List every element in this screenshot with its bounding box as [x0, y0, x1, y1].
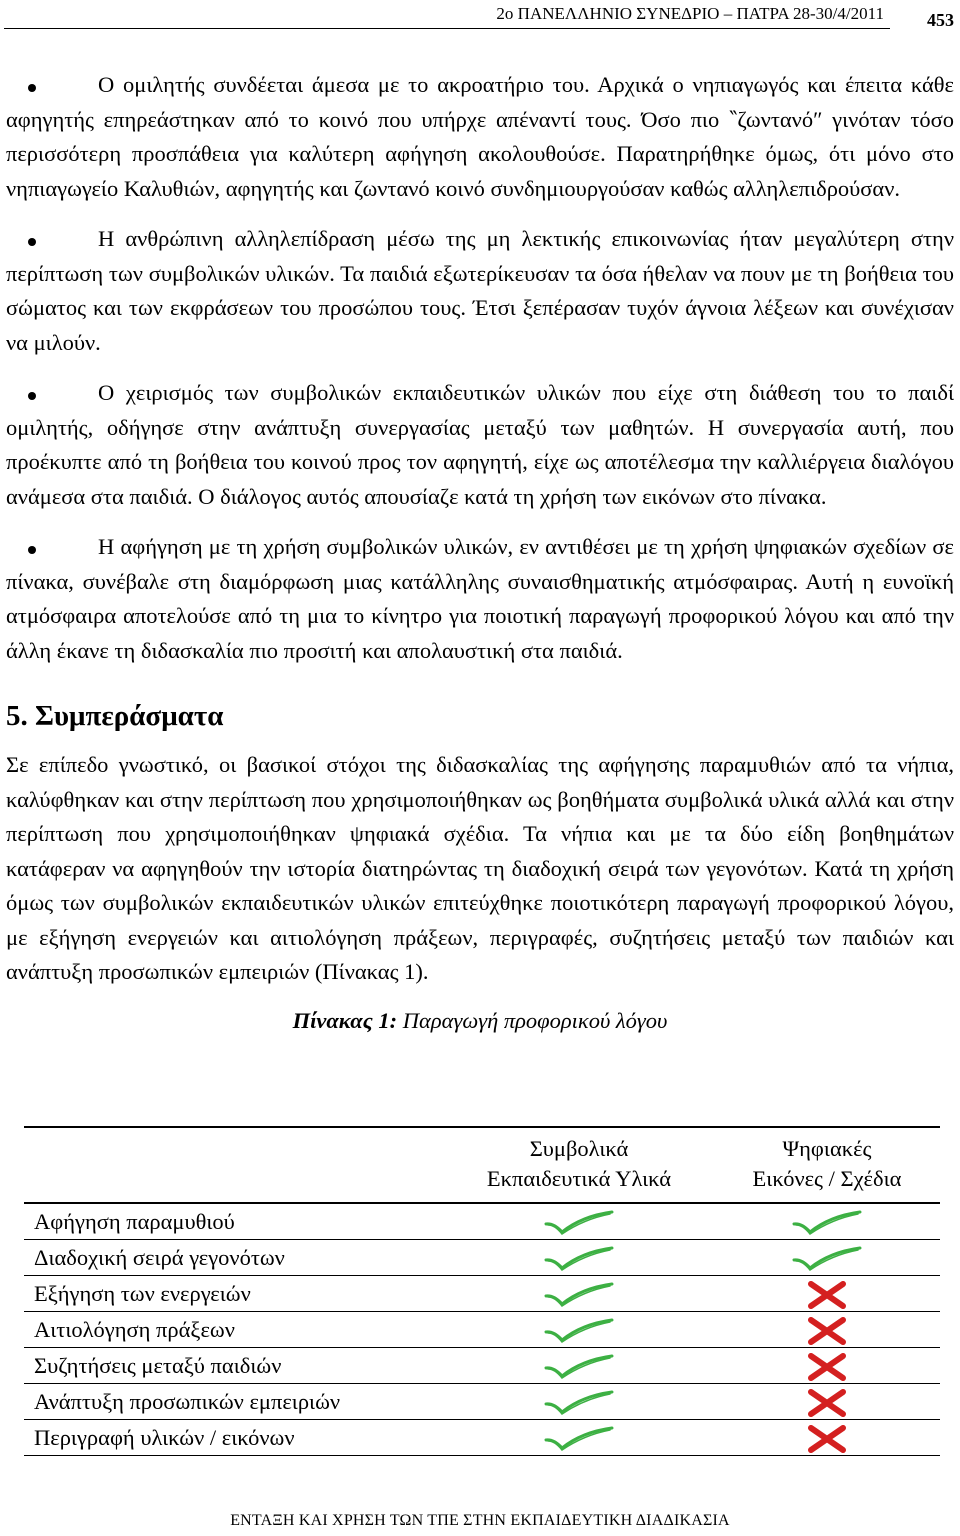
check-mark-icon [544, 1318, 614, 1344]
row-label: Διαδοχική σειρά γεγονότων [24, 1240, 444, 1276]
table-header-empty [24, 1127, 444, 1203]
table-row [24, 1312, 940, 1348]
page-number: 453 [927, 10, 954, 30]
bullet-icon [28, 546, 36, 554]
symbolic-cell [444, 1384, 714, 1420]
check-mark-icon [792, 1210, 862, 1236]
header-symbolic-line2: Εκπαιδευτικά Υλικά [486, 1166, 672, 1191]
header-digital-line1: Ψηφιακές [782, 1136, 872, 1161]
header-rule [4, 28, 890, 29]
digital-cell [714, 1240, 940, 1276]
bullet-text: Ο ομιλητής συνδέεται άμεσα με το ακροατήριο του. Αρχικά ο νηπιαγωγός και έπειτα κάθε αφηγητής επηρεάστηκαν από το κοινό που υπήρχε απέναντί τους. Όσο πιο ‶ζωντανό″ γινόταν τόσο περισσότερη προσπάθεια για καλύτερη αφήγηση ακολουθούσε. Παρατηρήθηκε όμως, ότι μόνο στο νηπιαγωγείο Καλυθιών, αφηγητής και ζωντανό κοινό συνδημιουργούσαν καθώς αλληλεπιδρούσαν. [6, 72, 954, 201]
digital-cell [714, 1276, 940, 1312]
bullet-text: Η ανθρώπινη αλληλεπίδραση μέσω της μη λεκτικής επικοινωνίας ήταν μεγαλύτερη στην περίπτωση των συμβολικών υλικών. Τα παιδιά εξωτερίκευσαν τα όσα ήθελαν να πουν με τη βοήθεια του σώματος και των εκφράσεων του προσώπου τους. Έτσι ξεπέρασαν τυχόν άγνοια λέξεων και συνέχισαν να μιλούν. [6, 226, 954, 355]
bullet-paragraph [6, 376, 954, 514]
bullet-text: Ο χειρισμός των συμβολικών εκπαιδευτικών υλικών που είχε στη διάθεση του το παιδί ομιλητής, οδήγησε στην ανάπτυξη συνεργασίας μεταξύ των μαθητών. Η συνεργασία αυτή, που προέκυπτε από τη βοήθεια του κοινού προς τον αφηγητή, είχε ως αποτέλεσμα την καλλιέργεια διαλόγου ανάμεσα στα παιδιά. Ο διάλογος αυτός απουσίαζε κατά τη χρήση των εικόνων στο πίνακα. [6, 380, 954, 509]
symbolic-cell [444, 1420, 714, 1456]
conference-title: 2ο ΠΑΝΕΛΛΗΝΙΟ ΣΥΝΕΔΡΙΟ – ΠΑΤΡΑ 28-30/4/2011 [496, 4, 884, 23]
bullet-icon [28, 392, 36, 400]
symbolic-cell [444, 1240, 714, 1276]
table-row [24, 1420, 940, 1456]
check-mark-icon [544, 1210, 614, 1236]
table-caption [6, 1004, 954, 1039]
digital-cell [714, 1348, 940, 1384]
cross-mark-icon [807, 1281, 847, 1309]
row-label: Ανάπτυξη προσωπικών εμπειριών [24, 1384, 444, 1420]
check-mark-icon [544, 1282, 614, 1308]
bullet-paragraph [6, 68, 954, 206]
symbolic-cell [444, 1312, 714, 1348]
section-paragraph: Σε επίπεδο γνωστικό, οι βασικοί στόχοι της διδασκαλίας της αφήγησης παραμυθιών από τα νήπια, καλύφθηκαν και στην περίπτωση που χρησιμοποιήθηκαν ως βοηθήματα συμβολικά υλικά αλλά και στην περίπτωση που χρησιμοποιήθηκαν ψηφιακά σχέδια. Τα νήπια και με τα δύο είδη βοηθημάτων κατάφεραν να αφηγηθούν την ιστορία διατηρώντας τη διαδοχική σειρά των γεγονότων. Κατά τη χρήση όμως των συμβολικών εκπαιδευτικών υλικών επιτεύχθηκε ποιοτικότερη παραγωγή προφορικού λόγου, με εξήγηση ενεργειών και αιτιολόγηση πράξεων, περιγραφές, συζητήσεις μεταξύ των παιδιών και ανάπτυξη προσωπικών εμπειριών (Πίνακας 1). [6, 752, 954, 984]
cross-mark-icon [807, 1317, 847, 1345]
digital-cell [714, 1203, 940, 1240]
bullet-icon [28, 238, 36, 246]
page-footer: ΕΝΤΑΞΗ ΚΑΙ ΧΡΗΣΗ ΤΩΝ ΤΠΕ ΣΤΗΝ ΕΚΠΑΙΔΕΥΤΙΚΗ ΔΙΑΔΙΚΑΣΙΑ [230, 1512, 730, 1529]
digital-cell [714, 1420, 940, 1456]
page-header [0, 0, 960, 40]
header-symbolic-line1: Συμβολικά [529, 1136, 629, 1161]
row-label: Εξήγηση των ενεργειών [24, 1276, 444, 1312]
table-row [24, 1203, 940, 1240]
table-header-digital [714, 1127, 940, 1203]
table-row [24, 1240, 940, 1276]
table-caption-text: Παραγωγή προφορικού λόγου [397, 1007, 668, 1033]
header-digital-line2: Εικόνες / Σχέδια [752, 1166, 902, 1191]
check-mark-icon [544, 1354, 614, 1380]
page-body [6, 68, 954, 1048]
bullet-icon [28, 84, 36, 92]
digital-cell [714, 1384, 940, 1420]
cross-mark-icon [807, 1389, 847, 1417]
table-caption-label: Πίνακας 1: [292, 1007, 398, 1033]
check-mark-icon [544, 1390, 614, 1416]
symbolic-cell [444, 1348, 714, 1384]
results-table [24, 1126, 940, 1456]
table-header-row [24, 1127, 940, 1203]
check-mark-icon [544, 1246, 614, 1272]
row-label: Συζητήσεις μεταξύ παιδιών [24, 1348, 444, 1384]
table-row [24, 1384, 940, 1420]
digital-cell [714, 1312, 940, 1348]
symbolic-cell [444, 1203, 714, 1240]
bullet-text: Η αφήγηση με τη χρήση συμβολικών υλικών, εν αντιθέσει με τη χρήση ψηφιακών σχεδίων σε πίνακα, συνέβαλε στη διαμόρφωση μιας κατάλληλης συναισθηματικής ατμόσφαιρας. Αυτή η ευνοϊκή ατμόσφαιρα αποτελούσε από τη μια το κίνητρο για ποιοτική παραγωγή προφορικού λόγου και από την άλλη έκανε τη διδασκαλία πιο προσιτή και απολαυστική στα παιδιά. [6, 534, 954, 663]
section-heading: 5. Συμπεράσματα [6, 700, 224, 732]
row-label: Αφήγηση παραμυθιού [24, 1203, 444, 1240]
row-label: Αιτιολόγηση πράξεων [24, 1312, 444, 1348]
cross-mark-icon [807, 1425, 847, 1453]
bullet-paragraph [6, 222, 954, 360]
check-mark-icon [792, 1246, 862, 1272]
symbolic-cell [444, 1276, 714, 1312]
check-mark-icon [544, 1426, 614, 1452]
cross-mark-icon [807, 1353, 847, 1381]
table-header-symbolic [444, 1127, 714, 1203]
table-row [24, 1276, 940, 1312]
table-row [24, 1348, 940, 1384]
bullet-paragraph [6, 530, 954, 668]
row-label: Περιγραφή υλικών / εικόνων [24, 1420, 444, 1456]
